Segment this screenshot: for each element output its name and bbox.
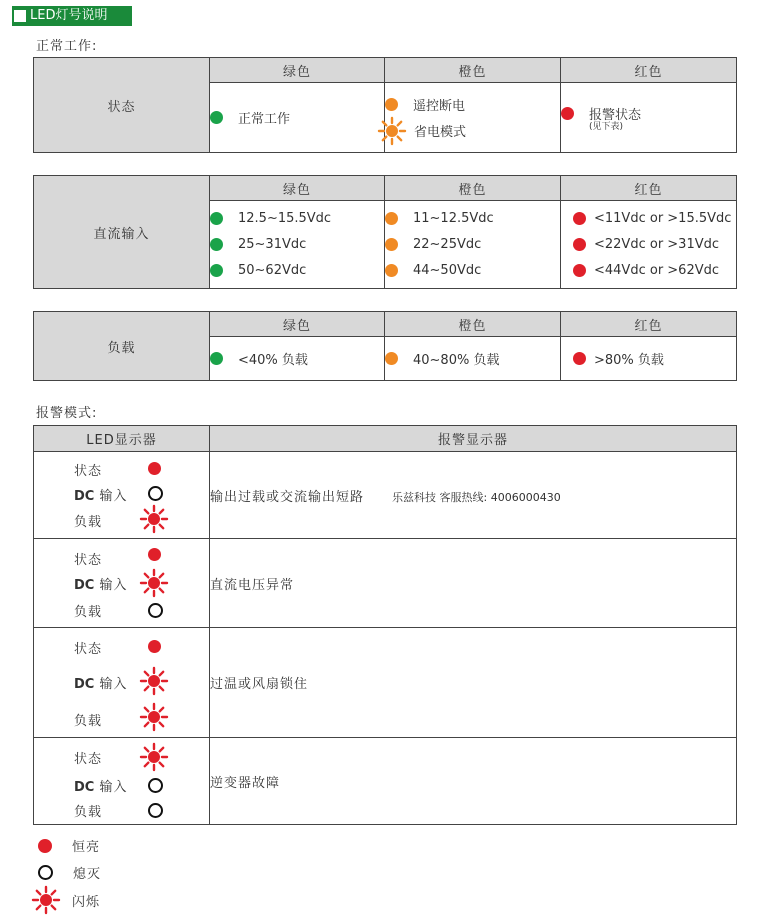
orange-led-icon bbox=[385, 238, 398, 251]
orange-led-icon bbox=[385, 212, 398, 225]
col-header-orange: 橙色 bbox=[385, 176, 561, 201]
alarm-indicator-cell bbox=[34, 539, 210, 628]
load-red-cell bbox=[561, 337, 737, 381]
dc-bold: DC bbox=[74, 578, 95, 593]
status-orange-text-2: 省电模式 bbox=[414, 125, 467, 140]
status-red-note: (见下表) bbox=[589, 122, 624, 132]
orange-flash-icon bbox=[377, 116, 407, 146]
off-ring-icon bbox=[148, 486, 163, 501]
alarm-desc-2: 直流电压异常 bbox=[210, 577, 295, 593]
status-red-cell bbox=[561, 83, 737, 153]
alarm-desc-cell bbox=[210, 539, 737, 628]
indicator-label-dc bbox=[74, 485, 127, 504]
col-header-orange: 橙色 bbox=[385, 58, 561, 83]
load-table bbox=[33, 311, 737, 381]
dc-green-1: 12.5~15.5Vdc bbox=[238, 211, 332, 226]
section-title: LED灯号说明 bbox=[30, 8, 108, 23]
red-on-icon bbox=[38, 839, 52, 853]
col-header-red: 红色 bbox=[561, 58, 737, 83]
red-on-icon bbox=[148, 548, 161, 561]
red-led-icon bbox=[573, 352, 586, 365]
indicator-label-load: 负载 bbox=[74, 515, 103, 530]
indicator-label-status: 状态 bbox=[74, 464, 103, 479]
alarm-title: 报警模式: bbox=[36, 406, 98, 421]
green-led-icon bbox=[210, 238, 223, 251]
red-on-icon bbox=[148, 462, 161, 475]
off-ring-icon bbox=[148, 603, 163, 618]
load-green-cell bbox=[210, 337, 385, 381]
off-ring-icon bbox=[148, 803, 163, 818]
dc-red-2: <22Vdc or >31Vdc bbox=[594, 237, 720, 252]
dc-red-3: <44Vdc or >62Vdc bbox=[594, 263, 720, 278]
col-header-orange: 橙色 bbox=[385, 312, 561, 337]
legend-item-flash bbox=[31, 885, 100, 915]
dc-rest: 输入 bbox=[94, 489, 128, 504]
orange-led-icon bbox=[385, 98, 398, 111]
red-led-icon bbox=[573, 238, 586, 251]
red-flash-icon bbox=[139, 504, 169, 534]
section-header bbox=[12, 6, 132, 26]
red-flash-icon bbox=[139, 742, 169, 772]
indicator-label-status: 状态 bbox=[74, 642, 103, 657]
off-ring-icon bbox=[38, 865, 53, 880]
indicator-label-load: 负载 bbox=[74, 605, 103, 620]
row-label-dc: 直流输入 bbox=[34, 176, 210, 289]
red-led-icon bbox=[573, 264, 586, 277]
load-green-text: <40% 负载 bbox=[238, 353, 308, 368]
row-label-load: 负载 bbox=[34, 312, 210, 381]
red-flash-icon bbox=[31, 885, 61, 915]
dc-input-table bbox=[33, 175, 737, 289]
off-ring-icon bbox=[148, 778, 163, 793]
indicator-label-status: 状态 bbox=[74, 752, 103, 767]
alarm-desc-cell bbox=[210, 738, 737, 825]
checkbox-square-icon bbox=[14, 10, 26, 22]
legend-item-off bbox=[38, 863, 101, 882]
dc-rest: 输入 bbox=[94, 677, 128, 692]
orange-led-icon bbox=[385, 352, 398, 365]
red-led-icon bbox=[561, 107, 574, 120]
col-header-led: LED显示器 bbox=[34, 426, 210, 452]
dc-bold: DC bbox=[74, 780, 95, 795]
dc-green-3: 50~62Vdc bbox=[238, 263, 307, 278]
dc-orange-1: 11~12.5Vdc bbox=[413, 211, 494, 226]
status-table bbox=[33, 57, 737, 153]
red-on-icon bbox=[148, 640, 161, 653]
status-green-text: 正常工作 bbox=[238, 112, 291, 127]
load-red-text: >80% 负载 bbox=[594, 353, 664, 368]
col-header-alarm: 报警显示器 bbox=[210, 426, 737, 452]
dc-red-cell bbox=[561, 201, 737, 289]
green-led-icon bbox=[210, 352, 223, 365]
indicator-label-load: 负载 bbox=[74, 714, 103, 729]
dc-rest: 输入 bbox=[94, 578, 128, 593]
alarm-indicator-cell bbox=[34, 452, 210, 539]
normal-title: 正常工作: bbox=[36, 39, 98, 54]
dc-orange-2: 22~25Vdc bbox=[413, 237, 482, 252]
indicator-label-status: 状态 bbox=[74, 553, 103, 568]
alarm-desc-1: 输出过载或交流输出短路 bbox=[210, 489, 365, 505]
col-header-red: 红色 bbox=[561, 176, 737, 201]
dc-green-cell bbox=[210, 201, 385, 289]
legend-off-label: 熄灭 bbox=[73, 867, 102, 882]
dc-red-1: <11Vdc or >15.5Vdc bbox=[594, 211, 732, 226]
alarm-desc-cell bbox=[210, 628, 737, 738]
load-orange-text: 40~80% 负载 bbox=[413, 353, 500, 368]
alarm-desc-4: 逆变器故障 bbox=[210, 775, 281, 791]
dc-bold: DC bbox=[74, 677, 95, 692]
status-red-text: 报警状态 bbox=[589, 107, 642, 123]
col-header-red: 红色 bbox=[561, 312, 737, 337]
green-led-icon bbox=[210, 264, 223, 277]
row-label-status: 状态 bbox=[34, 58, 210, 153]
dc-green-2: 25~31Vdc bbox=[238, 237, 307, 252]
hotline-text: 乐兹科技 客服热线: 4006000430 bbox=[392, 490, 561, 504]
dc-orange-3: 44~50Vdc bbox=[413, 263, 482, 278]
legend-item-on bbox=[38, 836, 100, 855]
green-led-icon bbox=[210, 111, 223, 124]
dc-rest: 输入 bbox=[94, 780, 128, 795]
col-header-green: 绿色 bbox=[210, 176, 385, 201]
legend-flash-label: 闪烁 bbox=[72, 894, 101, 910]
alarm-desc-3: 过温或风扇锁住 bbox=[210, 677, 309, 692]
indicator-label-dc bbox=[74, 673, 127, 692]
load-orange-cell bbox=[385, 337, 561, 381]
red-flash-icon bbox=[139, 666, 169, 696]
green-led-icon bbox=[210, 212, 223, 225]
status-orange-text-1: 遥控断电 bbox=[413, 99, 466, 114]
alarm-indicator-cell bbox=[34, 628, 210, 738]
orange-led-icon bbox=[385, 264, 398, 277]
alarm-desc-cell bbox=[210, 452, 737, 539]
red-flash-icon bbox=[139, 568, 169, 598]
col-header-green: 绿色 bbox=[210, 58, 385, 83]
status-orange-cell bbox=[385, 83, 561, 153]
red-flash-icon bbox=[139, 702, 169, 732]
indicator-label-dc bbox=[74, 776, 127, 795]
indicator-label-dc bbox=[74, 574, 127, 593]
alarm-table bbox=[33, 425, 737, 825]
red-led-icon bbox=[573, 212, 586, 225]
dc-bold: DC bbox=[74, 489, 95, 504]
alarm-indicator-cell bbox=[34, 738, 210, 825]
dc-orange-cell bbox=[385, 201, 561, 289]
status-green-cell bbox=[210, 83, 385, 153]
legend-on-label: 恒亮 bbox=[72, 840, 101, 855]
col-header-green: 绿色 bbox=[210, 312, 385, 337]
indicator-label-load: 负载 bbox=[74, 805, 103, 820]
